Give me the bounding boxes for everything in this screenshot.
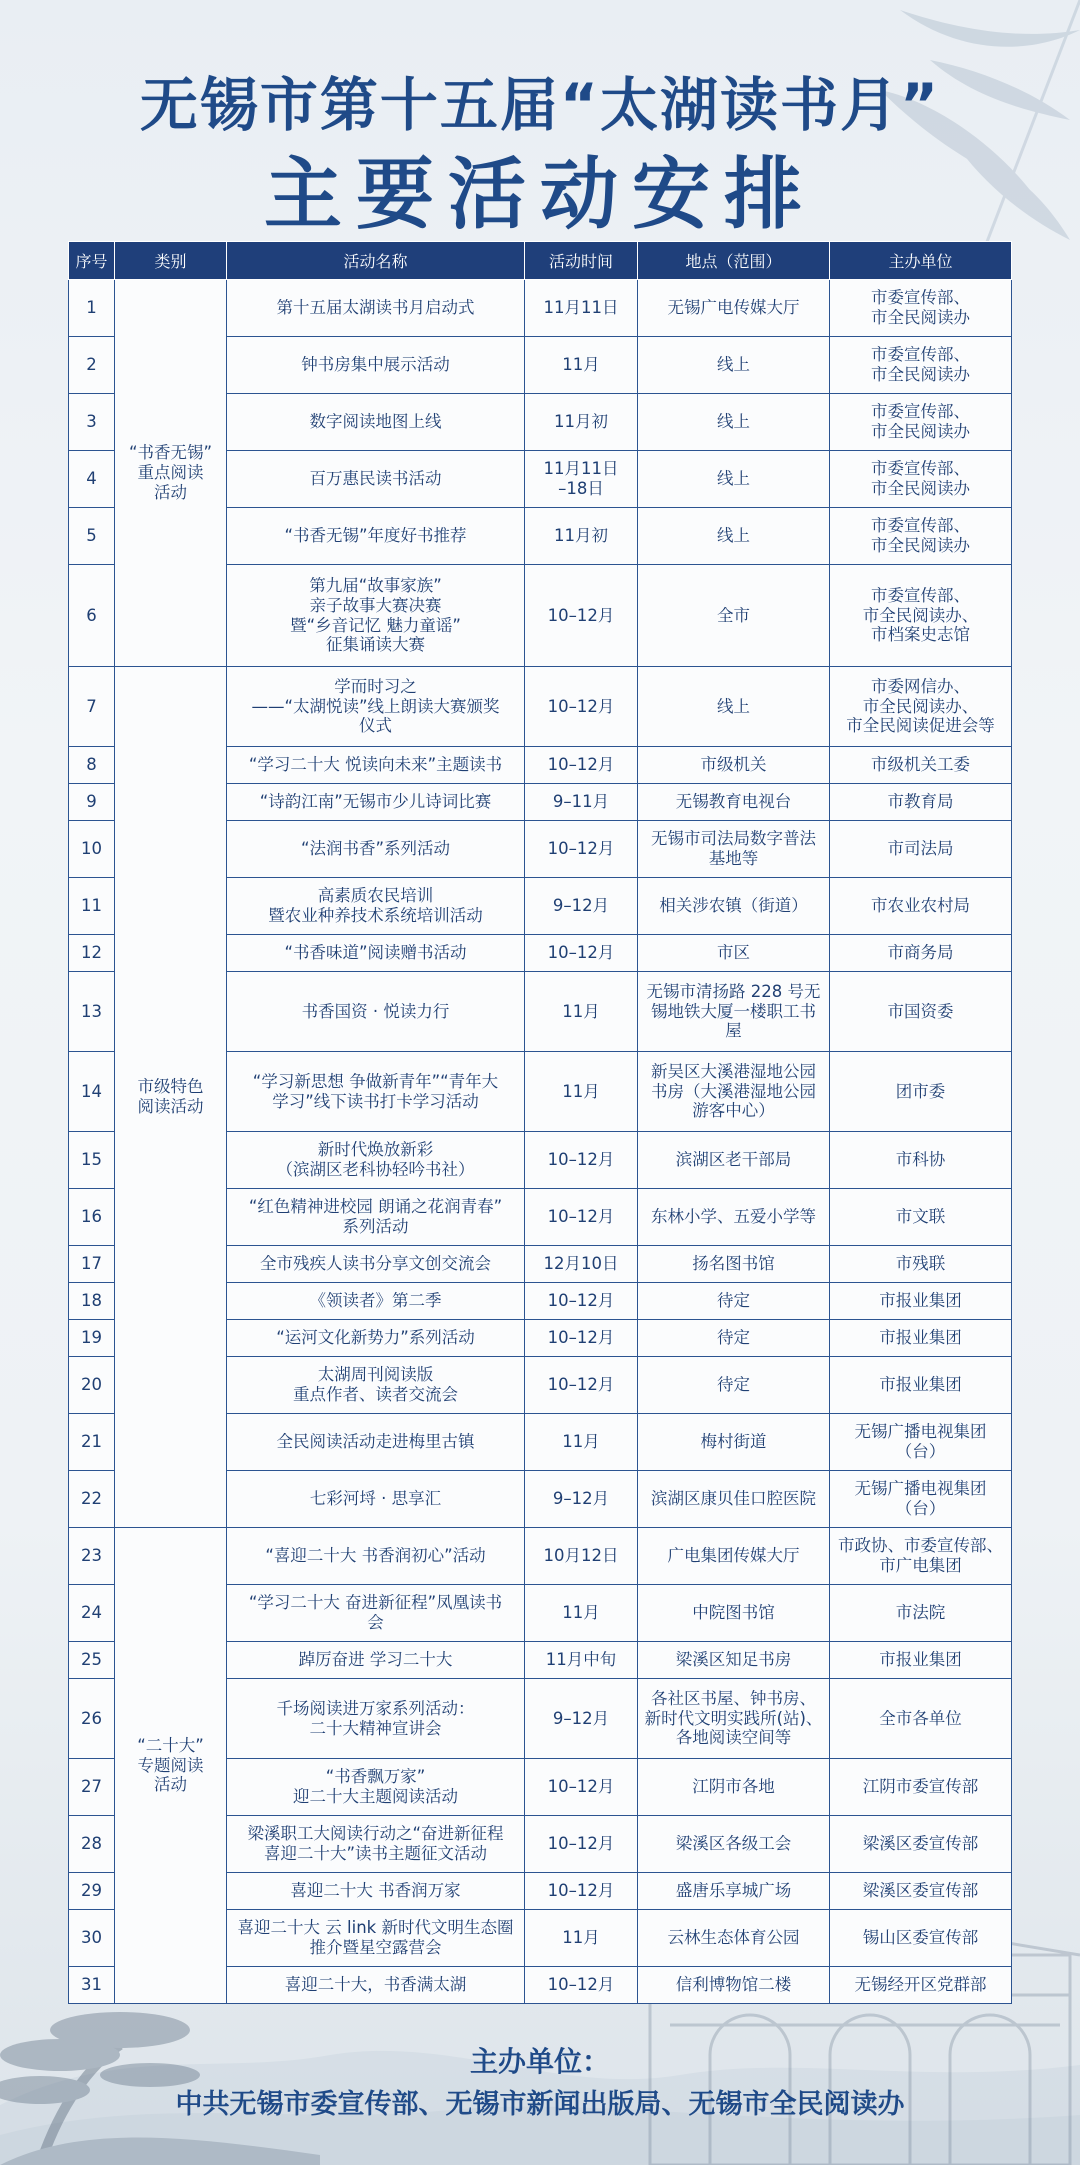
cell-location: 市级机关 <box>638 747 830 784</box>
cell-activity-name: 高素质农民培训 暨农业种养技术系统培训活动 <box>227 878 525 935</box>
cell-activity-name: 新时代焕放新彩 （滨湖区老科协轻吟书社） <box>227 1132 525 1189</box>
cell-organizer: 市委宣传部、 市全民阅读办 <box>830 508 1012 565</box>
cell-activity-name: 书香国资 · 悦读力行 <box>227 972 525 1052</box>
cell-organizer: 市政协、市委宣传部、 市广电集团 <box>830 1528 1012 1585</box>
cell-activity-time: 11月初 <box>525 394 638 451</box>
cell-serial: 9 <box>69 784 115 821</box>
cell-serial: 2 <box>69 337 115 394</box>
cell-location: 无锡广电传媒大厅 <box>638 280 830 337</box>
cell-activity-time: 10–12月 <box>525 1967 638 2004</box>
cell-serial: 4 <box>69 451 115 508</box>
cell-organizer: 市法院 <box>830 1585 1012 1642</box>
cell-activity-time: 10月12日 <box>525 1528 638 1585</box>
cell-location: 滨湖区康贝佳口腔医院 <box>638 1471 830 1528</box>
cell-activity-name: “诗韵江南”无锡市少儿诗词比赛 <box>227 784 525 821</box>
cell-location: 梁溪区知足书房 <box>638 1642 830 1679</box>
cell-activity-name: 喜迎二十大 云 link 新时代文明生态圈 推介暨星空露营会 <box>227 1910 525 1967</box>
cell-activity-time: 10–12月 <box>525 1816 638 1873</box>
cell-activity-name: “书香无锡”年度好书推荐 <box>227 508 525 565</box>
cell-serial: 7 <box>69 667 115 747</box>
cell-serial: 17 <box>69 1246 115 1283</box>
cell-serial: 11 <box>69 878 115 935</box>
cell-activity-name: 钟书房集中展示活动 <box>227 337 525 394</box>
cell-organizer: 市文联 <box>830 1189 1012 1246</box>
cell-location: 无锡市清扬路 228 号无 锡地铁大厦一楼职工书 屋 <box>638 972 830 1052</box>
cell-location: 无锡市司法局数字普法 基地等 <box>638 821 830 878</box>
cell-organizer: 梁溪区委宣传部 <box>830 1873 1012 1910</box>
activity-schedule-table <box>68 241 1012 2004</box>
cell-location: 全市 <box>638 565 830 667</box>
cell-serial: 29 <box>69 1873 115 1910</box>
cell-organizer: 团市委 <box>830 1052 1012 1132</box>
table-body <box>69 280 1012 2004</box>
footer-organizer-label: 主办单位： <box>469 2045 610 2078</box>
cell-activity-name: 踔厉奋进 学习二十大 <box>227 1642 525 1679</box>
cell-location: 待定 <box>638 1357 830 1414</box>
cell-organizer: 市农业农村局 <box>830 878 1012 935</box>
cell-serial: 10 <box>69 821 115 878</box>
cell-location: 线上 <box>638 667 830 747</box>
cell-activity-name: 千场阅读进万家系列活动： 二十大精神宣讲会 <box>227 1679 525 1759</box>
cell-serial: 27 <box>69 1759 115 1816</box>
cell-organizer: 梁溪区委宣传部 <box>830 1816 1012 1873</box>
cell-activity-time: 10–12月 <box>525 1132 638 1189</box>
table-row <box>69 667 1012 747</box>
cell-organizer: 市报业集团 <box>830 1283 1012 1320</box>
cell-activity-name: 喜迎二十大，书香满太湖 <box>227 1967 525 2004</box>
cell-location: 待定 <box>638 1283 830 1320</box>
cell-location: 市区 <box>638 935 830 972</box>
cell-activity-time: 10–12月 <box>525 1283 638 1320</box>
cell-organizer: 市委宣传部、 市全民阅读办 <box>830 280 1012 337</box>
cell-location: 待定 <box>638 1320 830 1357</box>
cell-serial: 20 <box>69 1357 115 1414</box>
cell-activity-time: 11月 <box>525 1052 638 1132</box>
cell-organizer: 市委宣传部、 市全民阅读办 <box>830 394 1012 451</box>
cell-serial: 12 <box>69 935 115 972</box>
cell-activity-time: 10–12月 <box>525 1357 638 1414</box>
cell-serial: 30 <box>69 1910 115 1967</box>
cell-location: 梅村街道 <box>638 1414 830 1471</box>
cell-category: “二十大” 专题阅读 活动 <box>115 1528 227 2004</box>
cell-activity-time: 9–11月 <box>525 784 638 821</box>
cell-organizer: 市残联 <box>830 1246 1012 1283</box>
cell-activity-time: 10–12月 <box>525 667 638 747</box>
cell-organizer: 市国资委 <box>830 972 1012 1052</box>
cell-activity-time: 9–12月 <box>525 1679 638 1759</box>
cell-serial: 13 <box>69 972 115 1052</box>
cell-activity-name: 梁溪职工大阅读行动之“奋进新征程 喜迎二十大”读书主题征文活动 <box>227 1816 525 1873</box>
cell-activity-name: 太湖周刊阅读版 重点作者、读者交流会 <box>227 1357 525 1414</box>
cell-organizer: 市报业集团 <box>830 1357 1012 1414</box>
cell-location: 相关涉农镇（街道） <box>638 878 830 935</box>
cell-location: 新吴区大溪港湿地公园 书房（大溪港湿地公园 游客中心） <box>638 1052 830 1132</box>
cell-organizer: 全市各单位 <box>830 1679 1012 1759</box>
cell-activity-time: 9–12月 <box>525 878 638 935</box>
cell-activity-time: 10–12月 <box>525 747 638 784</box>
cell-activity-time: 10–12月 <box>525 1320 638 1357</box>
cell-activity-name: 第十五届太湖读书月启动式 <box>227 280 525 337</box>
cell-activity-time: 11月11日 <box>525 280 638 337</box>
cell-serial: 26 <box>69 1679 115 1759</box>
footer-organizer-list: 中共无锡市委宣传部、无锡市新闻出版局、无锡市全民阅读办 <box>175 2089 905 2120</box>
cell-serial: 21 <box>69 1414 115 1471</box>
cell-organizer: 市委宣传部、 市全民阅读办 <box>830 451 1012 508</box>
cell-organizer: 市商务局 <box>830 935 1012 972</box>
cell-activity-time: 11月 <box>525 1414 638 1471</box>
cell-activity-name: 百万惠民读书活动 <box>227 451 525 508</box>
cell-serial: 5 <box>69 508 115 565</box>
cell-category: “书香无锡” 重点阅读 活动 <box>115 280 227 667</box>
cell-activity-name: “书香味道”阅读赠书活动 <box>227 935 525 972</box>
cell-serial: 15 <box>69 1132 115 1189</box>
cell-serial: 31 <box>69 1967 115 2004</box>
activity-schedule-table-container <box>68 241 1011 2004</box>
cell-organizer: 市报业集团 <box>830 1642 1012 1679</box>
cell-activity-time: 11月 <box>525 1910 638 1967</box>
cell-organizer: 锡山区委宣传部 <box>830 1910 1012 1967</box>
cell-activity-time: 10–12月 <box>525 565 638 667</box>
cell-location: 线上 <box>638 337 830 394</box>
cell-activity-time: 10–12月 <box>525 1189 638 1246</box>
cell-activity-name: “书香飘万家” 迎二十大主题阅读活动 <box>227 1759 525 1816</box>
cell-organizer: 无锡广播电视集团 （台） <box>830 1471 1012 1528</box>
cell-organizer: 市委宣传部、 市全民阅读办 <box>830 337 1012 394</box>
cell-location: 江阴市各地 <box>638 1759 830 1816</box>
cell-location: 线上 <box>638 394 830 451</box>
cell-location: 各社区书屋、钟书房、 新时代文明实践所(站)、 各地阅读空间等 <box>638 1679 830 1759</box>
cell-activity-time: 11月 <box>525 972 638 1052</box>
header-organizer: 主办单位 <box>830 242 1012 280</box>
cell-activity-name: 七彩河埒 · 思享汇 <box>227 1471 525 1528</box>
cell-serial: 19 <box>69 1320 115 1357</box>
cell-location: 信利博物馆二楼 <box>638 1967 830 2004</box>
cell-activity-name: “法润书香”系列活动 <box>227 821 525 878</box>
cell-organizer: 市委网信办、 市全民阅读办、 市全民阅读促进会等 <box>830 667 1012 747</box>
cell-location: 梁溪区各级工会 <box>638 1816 830 1873</box>
cell-serial: 3 <box>69 394 115 451</box>
cell-location: 盛唐乐享城广场 <box>638 1873 830 1910</box>
table-row <box>69 1528 1012 1585</box>
title-line-1: 无锡市第十五届“太湖读书月” <box>139 71 941 139</box>
cell-serial: 18 <box>69 1283 115 1320</box>
header-location: 地点（范围） <box>638 242 830 280</box>
cell-activity-name: 全市残疾人读书分享文创交流会 <box>227 1246 525 1283</box>
cell-activity-name: “学习新思想 争做新青年”“青年大 学习”线下读书打卡学习活动 <box>227 1052 525 1132</box>
cell-organizer: 市级机关工委 <box>830 747 1012 784</box>
header-activity-time: 活动时间 <box>525 242 638 280</box>
cell-location: 中院图书馆 <box>638 1585 830 1642</box>
cell-activity-name: “学习二十大 奋进新征程”凤凰读书 会 <box>227 1585 525 1642</box>
cell-activity-name: “红色精神进校园 朗诵之花润青春” 系列活动 <box>227 1189 525 1246</box>
cell-activity-time: 11月 <box>525 337 638 394</box>
cell-serial: 28 <box>69 1816 115 1873</box>
cell-activity-name: 学而时习之 ——“太湖悦读”线上朗读大赛颁奖 仪式 <box>227 667 525 747</box>
cell-location: 滨湖区老干部局 <box>638 1132 830 1189</box>
cell-activity-name: “学习二十大 悦读向未来”主题读书 <box>227 747 525 784</box>
cell-serial: 1 <box>69 280 115 337</box>
title-line-2: 主要活动安排 <box>263 150 816 240</box>
cell-activity-name: “运河文化新势力”系列活动 <box>227 1320 525 1357</box>
header-category: 类别 <box>115 242 227 280</box>
cell-category: 市级特色 阅读活动 <box>115 667 227 1528</box>
cell-activity-time: 11月11日 –18日 <box>525 451 638 508</box>
cell-activity-name: “喜迎二十大 书香润初心”活动 <box>227 1528 525 1585</box>
cell-activity-time: 9–12月 <box>525 1471 638 1528</box>
cell-serial: 22 <box>69 1471 115 1528</box>
header-activity-name: 活动名称 <box>227 242 525 280</box>
cell-location: 线上 <box>638 508 830 565</box>
cell-location: 线上 <box>638 451 830 508</box>
table-row <box>69 280 1012 337</box>
cell-activity-time: 10–12月 <box>525 935 638 972</box>
cell-location: 无锡教育电视台 <box>638 784 830 821</box>
cell-organizer: 无锡广播电视集团 （台） <box>830 1414 1012 1471</box>
cell-location: 东林小学、五爱小学等 <box>638 1189 830 1246</box>
cell-organizer: 市报业集团 <box>830 1320 1012 1357</box>
cell-organizer: 无锡经开区党群部 <box>830 1967 1012 2004</box>
cell-activity-name: 《领读者》第二季 <box>227 1283 525 1320</box>
cell-activity-time: 11月初 <box>525 508 638 565</box>
cell-activity-name: 全民阅读活动走进梅里古镇 <box>227 1414 525 1471</box>
cell-activity-time: 10–12月 <box>525 1873 638 1910</box>
cell-serial: 23 <box>69 1528 115 1585</box>
cell-organizer: 市委宣传部、 市全民阅读办、 市档案史志馆 <box>830 565 1012 667</box>
cell-activity-time: 11月 <box>525 1585 638 1642</box>
table-header-row <box>69 242 1012 280</box>
cell-serial: 6 <box>69 565 115 667</box>
cell-organizer: 市教育局 <box>830 784 1012 821</box>
cell-serial: 24 <box>69 1585 115 1642</box>
cell-organizer: 市司法局 <box>830 821 1012 878</box>
cell-location: 广电集团传媒大厅 <box>638 1528 830 1585</box>
cell-activity-name: 喜迎二十大 书香润万家 <box>227 1873 525 1910</box>
cell-organizer: 江阴市委宣传部 <box>830 1759 1012 1816</box>
cell-location: 扬名图书馆 <box>638 1246 830 1283</box>
cell-serial: 14 <box>69 1052 115 1132</box>
cell-activity-time: 12月10日 <box>525 1246 638 1283</box>
cell-serial: 25 <box>69 1642 115 1679</box>
cell-organizer: 市科协 <box>830 1132 1012 1189</box>
cell-serial: 8 <box>69 747 115 784</box>
header-serial: 序号 <box>69 242 115 280</box>
cell-activity-time: 10–12月 <box>525 821 638 878</box>
cell-activity-time: 10–12月 <box>525 1759 638 1816</box>
cell-activity-name: 数字阅读地图上线 <box>227 394 525 451</box>
cell-serial: 16 <box>69 1189 115 1246</box>
cell-activity-time: 11月中旬 <box>525 1642 638 1679</box>
cell-activity-name: 第九届“故事家族” 亲子故事大赛决赛 暨“乡音记忆 魅力童谣” 征集诵读大赛 <box>227 565 525 667</box>
cell-location: 云林生态体育公园 <box>638 1910 830 1967</box>
